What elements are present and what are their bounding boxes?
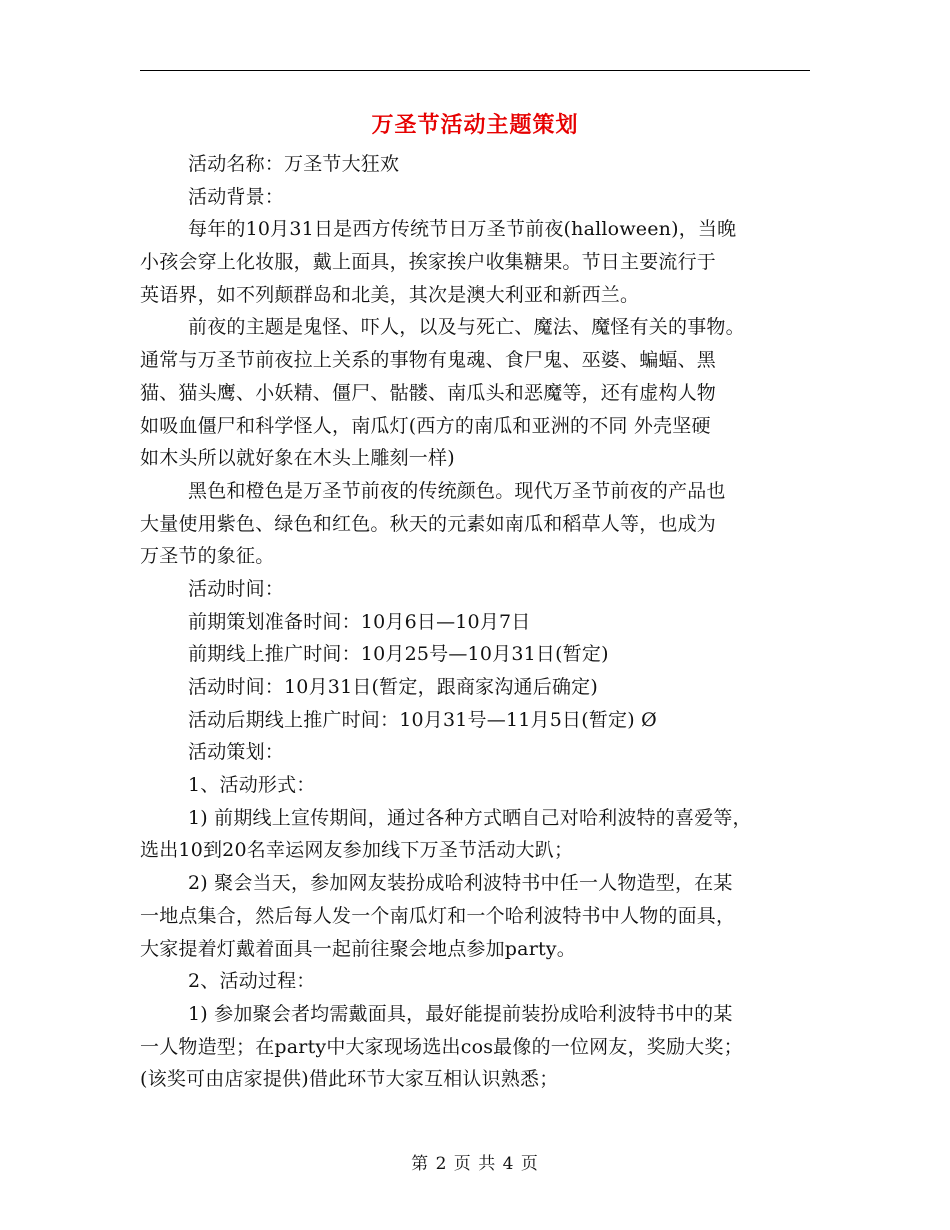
- body-line: 活动背景：: [188, 185, 285, 208]
- body-line: 黑色和橙色是万圣节前夜的传统颜色。现代万圣节前夜的产品也: [188, 479, 726, 502]
- body-line: 前期策划准备时间：10月6日—10月7日: [188, 610, 531, 633]
- body-line: 小孩会穿上化妆服，戴上面具，挨家挨户收集糖果。节日主要流行于: [140, 251, 717, 274]
- body-line: 1) 参加聚会者均需戴面具，最好能提前装扮成哈利波特书中的某: [188, 1002, 733, 1025]
- body-line: 通常与万圣节前夜拉上关系的事物有鬼魂、食尸鬼、巫婆、蝙蝠、黑: [140, 349, 717, 372]
- body-line: 2、活动过程：: [188, 970, 316, 993]
- body-line: 1、活动形式：: [188, 774, 316, 797]
- body-line: 猫、猫头鹰、小妖精、僵尸、骷髅、南瓜头和恶魔等，还有虚构人物: [140, 381, 717, 404]
- body-line: 1) 前期线上宣传期间，通过各种方式晒自己对哈利波特的喜爱等，: [188, 806, 752, 829]
- body-line: 活动名称：万圣节大狂欢: [188, 153, 400, 175]
- body-line: 活动时间：10月31日(暂定，跟商家沟通后确定): [188, 676, 598, 698]
- body-line: 前夜的主题是鬼怪、吓人，以及与死亡、魔法、魔怪有关的事物。: [188, 316, 745, 339]
- body-line: 万圣节的象征。: [140, 545, 275, 568]
- page-footer: 第 2 页 共 4 页: [411, 1154, 539, 1174]
- body-line: (该奖可由店家提供)借此环节大家互相认识熟悉；: [140, 1068, 559, 1091]
- body-line: 大量使用紫色、绿色和红色。秋天的元素如南瓜和稻草人等，也成为: [140, 512, 717, 535]
- body-line: 如吸血僵尸和科学怪人，南瓜灯(西方的南瓜和亚洲的不同 外壳坚硬: [140, 414, 711, 437]
- body-line: 前期线上推广时间：10月25号—10月31日(暂定): [188, 643, 609, 666]
- body-line: 一人物造型；在party中大家现场选出cos最像的一位网友，奖励大奖；: [140, 1035, 743, 1058]
- body-line: 活动后期线上推广时间：10月31号—11月5日(暂定) Ø: [188, 708, 657, 731]
- body-line: 一地点集合，然后每人发一个南瓜灯和一个哈利波特书中人物的面具，: [140, 904, 736, 927]
- body-line: 2) 聚会当天，参加网友装扮成哈利波特书中任一人物造型，在某: [188, 872, 733, 895]
- body-line: 选出10到20名幸运网友参加线下万圣节活动大趴；: [140, 839, 574, 862]
- header-rule: [140, 70, 810, 71]
- body-line: 活动时间：: [188, 577, 285, 600]
- body-line: 活动策划：: [188, 741, 285, 764]
- body-line: 英语界，如不列颠群岛和北美，其次是澳大利亚和新西兰。: [140, 283, 640, 306]
- body-line: 大家提着灯戴着面具一起前往聚会地点参加party。: [140, 937, 576, 960]
- document-body: [140, 148, 810, 1096]
- body-line: 每年的10月31日是西方传统节日万圣节前夜(halloween)，当晚: [188, 218, 737, 241]
- body-line: 如木头所以就好象在木头上雕刻一样): [140, 447, 455, 470]
- document-title: 万圣节活动主题策划: [371, 112, 579, 138]
